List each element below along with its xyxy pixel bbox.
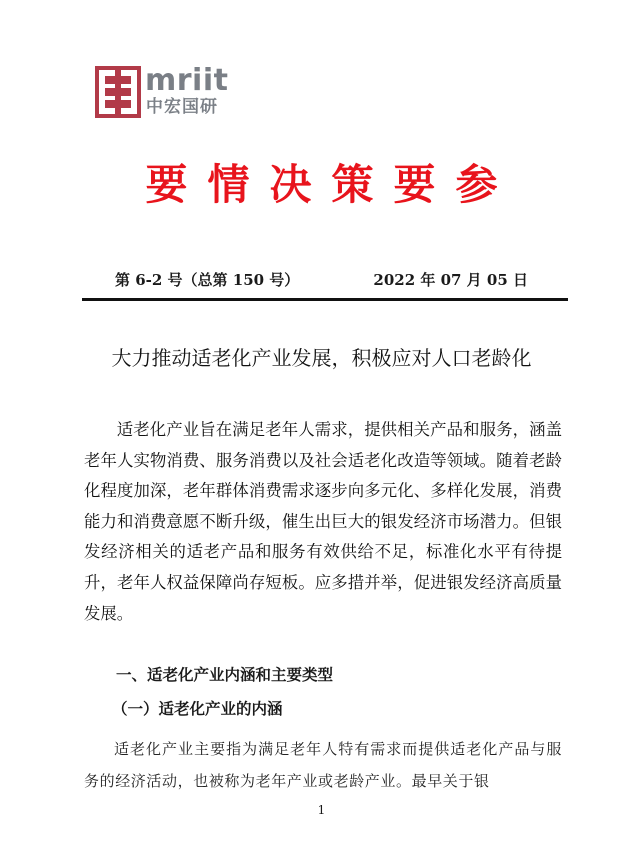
article-paragraph-intro: 适老化产业旨在满足老年人需求，提供相关产品和服务，涵盖老年人实物消费、服务消费以及社会适老化改造等领域。随着老龄化程度加深，老年群体消费需求逐步向多元化、多样化发展，消费能力和消费意愿不断升级，催生出巨大的银发经济市场潜力。但银发经济相关的适老产品和服务有效供给不足，标准化水平有待提升，老年人权益保障尚存短板。应多措并举，促进银发经济高质量发展。 <box>84 420 562 623</box>
article-title: 大力推动适老化产业发展，积极应对人口老龄化 <box>111 346 532 370</box>
masthead-title: 要情决策要参 <box>145 160 518 209</box>
issue-number: 第 6-2 号（总第 150 号） <box>115 271 300 289</box>
logo-brand-cn: 中宏国研 <box>146 97 218 117</box>
issue-date: 2022 年 07 月 05 日 <box>373 271 528 289</box>
section-heading-1: 一、适老化产业内涵和主要类型 <box>116 665 334 684</box>
brand-logo <box>95 63 229 120</box>
issue-info <box>115 268 528 292</box>
mriit-logo-icon <box>95 66 141 118</box>
article-paragraph-definition: 适老化产业主要指为满足老年人特有需求而提供适老化产品与服务的经济活动，也被称为老年产业或老龄产业。最早关于银 <box>84 740 562 790</box>
subsection-heading-1: （一）适老化产业的内涵 <box>112 699 283 718</box>
logo-brand-en: mriit <box>145 63 229 98</box>
header-divider <box>82 298 568 301</box>
page-number: 1 <box>317 803 326 817</box>
